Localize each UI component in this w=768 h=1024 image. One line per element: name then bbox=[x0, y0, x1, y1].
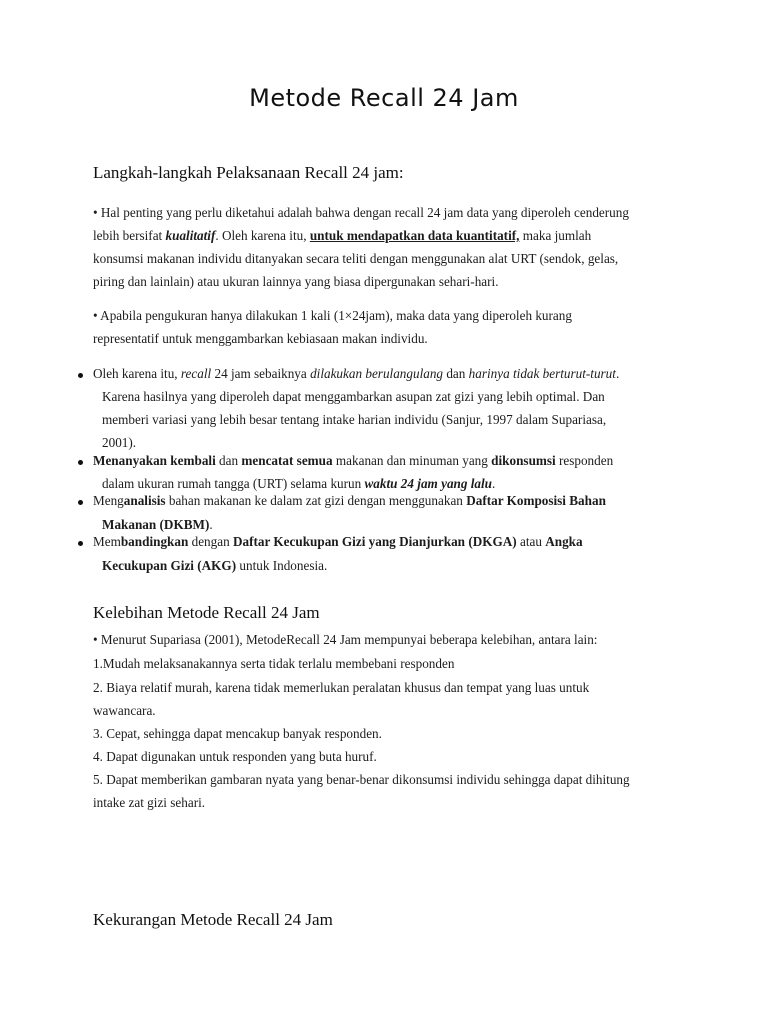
document-page: Metode Recall 24 Jam Langkah-langkah Pelaksanaan Recall 24 jam: • Hal penting yang perlu diketahui adalah bahwa dengan recall 24 jam data yang diperoleh cenderung lebih bersifat kualitatif. Oleh karena itu, untuk mendapatkan data kuantitatif, maka jumlah konsumsi makanan individu ditanyakan secara teliti dengan menggunakan alat URT (sendok, gelas, piring dan lainlain) atau ukuran lainnya yang biasa dipergunakan sehari-hari. • Apabila pengukuran hanya dilakukan 1 kali (1×24jam), maka data yang diperoleh kurang representatif untuk menggambarkan kebiasaan makan individu. Oleh karena itu, recall 24 jam sebaiknya dilakukan berulangulang dan harinya tidak berturut-turut. Karena hasilnya yang diperoleh dapat menggambarkan asupan zat gizi yang lebih optimal. Dan memberi variasi yang lebih besar tentang intake harian individu (Sanjur, 1997 dalam Supariasa, 2001). Menanyakan kembali dan mencatat semua makanan dan minuman yang dikonsumsi responden dalam ukuran rumah tangga (URT) selama kurun waktu 24 jam yang lalu. Menganalisis bahan makanan ke dalam zat gizi dengan menggunakan Daftar Komposisi Bahan Makanan (DKBM). Membandingkan dengan Daftar Kecukupan Gizi yang Dianjurkan (DKGA) atau Angka Kecukupan Gizi (AKG) untuk Indonesia. Kelebihan Metode Recall 24 Jam • Menurut Supariasa (2001), MetodeRecall 24 Jam mempunyai beberapa kelebihan, antara lain: 1.Mudah melaksanakannya serta tidak terlalu membebani responden 2. Biaya relatif murah, karena tidak memerlukan peralatan khusus dan tempat yang luas untuk wawancara. 3. Cepat, sehingga dapat mencakup banyak responden. 4. Dapat digunakan untuk responden yang buta huruf. 5. Dapat memberikan gambaran nyata yang benar-benar dikonsumsi individu sehingga dapat dihitung intake zat gizi sehari. Kekurangan Metode Recall 24 Jam bbox=[0, 0, 768, 1024]
list-item: 4. Dapat digunakan untuk responden yang buta huruf. bbox=[93, 749, 377, 764]
bullet-icon bbox=[78, 541, 83, 546]
bullet-icon bbox=[78, 460, 83, 465]
page-title: Metode Recall 24 Jam bbox=[249, 84, 519, 112]
bullet-icon bbox=[78, 373, 83, 378]
paragraph-line: lebih bersifat kualitatif. Oleh karena itu, untuk mendapatkan data kuantitatif, maka jumlah bbox=[93, 228, 592, 243]
list-item: 2. Biaya relatif murah, karena tidak memerlukan peralatan khusus dan tempat yang luas untuk bbox=[93, 680, 590, 695]
section-heading-kekurangan: Kekurangan Metode Recall 24 Jam bbox=[93, 910, 333, 929]
paragraph-line: representatif untuk menggambarkan kebiasaan makan individu. bbox=[93, 331, 428, 346]
paragraph-line: • Apabila pengukuran hanya dilakukan 1 kali (1×24jam), maka data yang diperoleh kurang bbox=[93, 308, 572, 323]
list-item: intake zat gizi sehari. bbox=[93, 795, 206, 810]
paragraph-line: piring dan lainlain) atau ukuran lainnya yang biasa dipergunakan sehari-hari. bbox=[93, 274, 499, 289]
section-heading-langkah: Langkah-langkah Pelaksanaan Recall 24 jam: bbox=[93, 163, 404, 182]
paragraph-hal-penting bbox=[93, 201, 678, 293]
paragraph-line: konsumsi makanan individu ditanyakan secara teliti dengan menggunakan alat URT (sendok, gelas, bbox=[93, 251, 619, 266]
list-item: 1.Mudah melaksanakannya serta tidak terlalu membebani responden bbox=[93, 656, 455, 671]
bullet-icon bbox=[78, 500, 83, 505]
list-item: 5. Dapat memberikan gambaran nyata yang benar-benar dikonsumsi individu sehingga dapat dihitung bbox=[93, 772, 630, 787]
list-intro: • Menurut Supariasa (2001), MetodeRecall 24 Jam mempunyai beberapa kelebihan, antara lain: bbox=[93, 632, 598, 647]
paragraph-apabila bbox=[93, 304, 678, 350]
list-item: wawancara. bbox=[93, 703, 156, 718]
section-heading-kelebihan: Kelebihan Metode Recall 24 Jam bbox=[93, 603, 320, 622]
list-item: 3. Cepat, sehingga dapat mencakup banyak responden. bbox=[93, 726, 382, 741]
paragraph-line: • Hal penting yang perlu diketahui adalah bahwa dengan recall 24 jam data yang diperoleh cenderung bbox=[93, 205, 629, 220]
